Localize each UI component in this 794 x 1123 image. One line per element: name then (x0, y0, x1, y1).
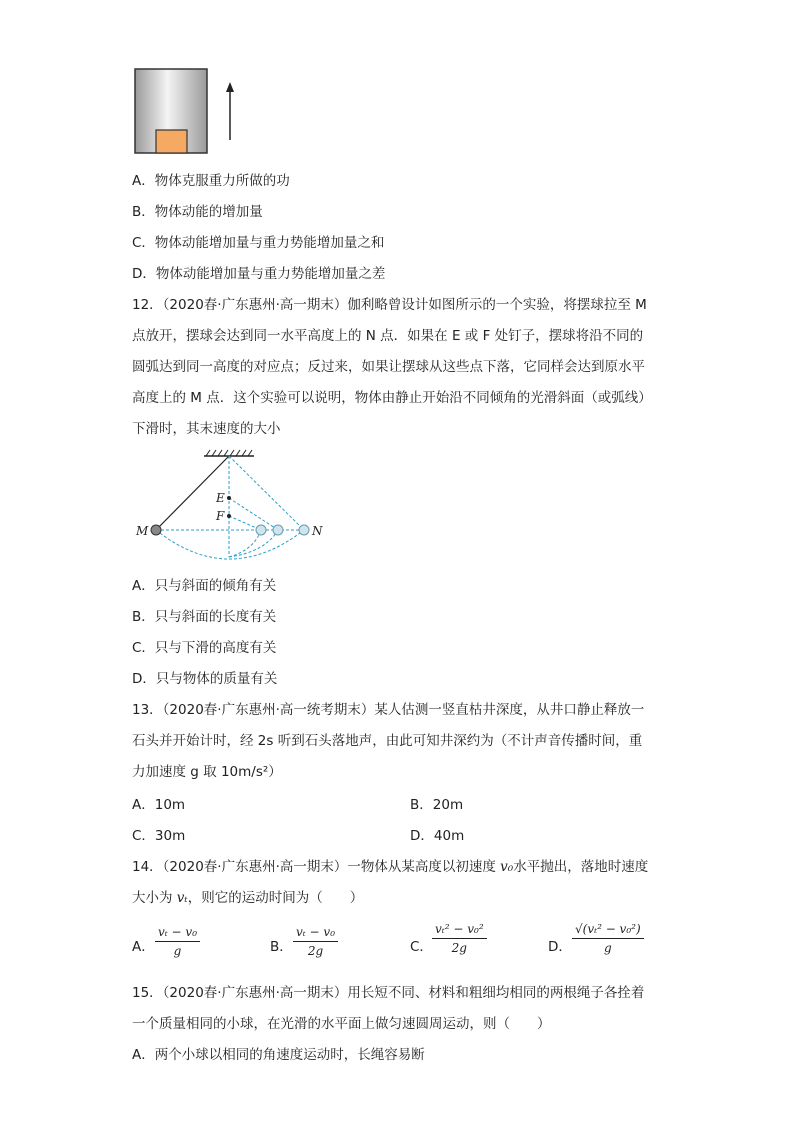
up-arrow-head (226, 82, 234, 92)
q14-option-d-label: D． (548, 939, 572, 955)
q14-option-a-fraction (155, 925, 200, 958)
arc-f (229, 530, 261, 557)
q14-line-1: 14．（2020春·广东惠州·高一期末）一物体从某高度以初速度 v₀水平抛出，落地时速度 (132, 859, 649, 875)
fraction-denominator: 2g (451, 941, 467, 955)
q12-option-d: D．只与物体的质量有关 (132, 671, 278, 687)
string-to-n (229, 456, 304, 530)
nail-f (227, 514, 231, 518)
q12-option-a: A．只与斜面的倾角有关 (132, 578, 277, 594)
fraction-denominator: g (173, 944, 182, 958)
ceiling-hatch (206, 450, 252, 456)
fraction-numerator: vₜ − v₀ (293, 925, 338, 942)
fraction-numerator: vₜ² − v₀² (432, 922, 487, 939)
arc-main (156, 530, 304, 559)
q14-option-a-label: A． (132, 939, 155, 955)
q14-option-d-fraction (572, 922, 644, 955)
var-v0: v₀ (500, 859, 514, 875)
q12-line-1: 12．（2020春·广东惠州·高一期末）伽利略曾设计如图所示的一个实验，将摆球拉至 M (132, 297, 647, 313)
q13-line-3: 力加速度 g 取 10m/s²） (132, 764, 282, 780)
q12-line-3: 圆弧达到同一高度的对应点；反过来，如果让摆球从这些点下落，它同样会达到原水平 (132, 359, 645, 375)
label-n: N (312, 524, 323, 538)
q14-line-2: 大小为 vₜ，则它的运动时间为（ ） (132, 890, 364, 906)
q13-line-1: 13．（2020春·广东惠州·高一统考期末）某人估测一竖直枯井深度，从井口静止释放一 (132, 702, 645, 718)
q13-option-c: C．30m (132, 828, 186, 844)
fraction-numerator: vₜ − v₀ (155, 925, 200, 942)
q11-option-d: D．物体动能增加量与重力势能增加量之差 (132, 266, 386, 282)
q12-line-2: 点放开，摆球会达到同一水平高度上的 N 点．如果在 E 或 F 处钉子，摆球将沿不同的 (132, 328, 644, 344)
fraction-denominator: g (603, 941, 612, 955)
elevator-figure (134, 68, 244, 156)
q12-line-4: 高度上的 M 点．这个实验可以说明，物体由静止开始沿不同倾角的光滑斜面（或弧线） (132, 390, 652, 406)
q14-option-c-fraction (432, 922, 487, 955)
q15-line-1: 15．（2020春·广东惠州·高一期末）用长短不同、材料和粗细均相同的两根绳子各拴着 (132, 985, 645, 1001)
pendulum-figure (130, 448, 330, 560)
q14-option-b-fraction (293, 925, 338, 958)
fraction-denominator: 2g (307, 944, 324, 958)
q15-line-2: 一个质量相同的小球，在光滑的水平面上做匀速圆周运动，则（ ） (132, 1016, 551, 1032)
ball-f (256, 525, 266, 535)
q12-option-c: C．只与下滑的高度有关 (132, 640, 277, 656)
block (156, 130, 187, 153)
q11-option-c: C．物体动能增加量与重力势能增加量之和 (132, 235, 385, 251)
q11-option-b: B．物体动能的增加量 (132, 204, 263, 220)
q13-option-b: B．20m (410, 797, 464, 813)
q14-option-c-label: C． (410, 939, 433, 955)
label-e: E (216, 491, 225, 505)
arc-e (229, 530, 278, 557)
fraction-numerator: √(vₜ² − v₀²) (572, 922, 644, 939)
q12-line-5: 下滑时，其末速度的大小 (132, 421, 281, 437)
ball-e (273, 525, 283, 535)
ball-n (299, 525, 309, 535)
q13-option-a: A．10m (132, 797, 186, 813)
label-f: F (216, 509, 225, 523)
q11-option-a: A．物体克服重力所做的功 (132, 173, 290, 189)
q12-option-b: B．只与斜面的长度有关 (132, 609, 277, 625)
q13-line-2: 石头并开始计时，经 2s 听到石头落地声，由此可知井深约为（不计声音传播时间，重 (132, 733, 643, 749)
q13-option-d: D．40m (410, 828, 465, 844)
var-vt: vₜ (176, 890, 188, 906)
label-m: M (136, 524, 149, 538)
q15-option-a: A．两个小球以相同的角速度运动时，长绳容易断 (132, 1047, 425, 1063)
ball-m (151, 525, 161, 535)
string-from-e (229, 498, 278, 530)
q14-option-b-label: B． (270, 939, 293, 955)
nail-e (227, 496, 231, 500)
